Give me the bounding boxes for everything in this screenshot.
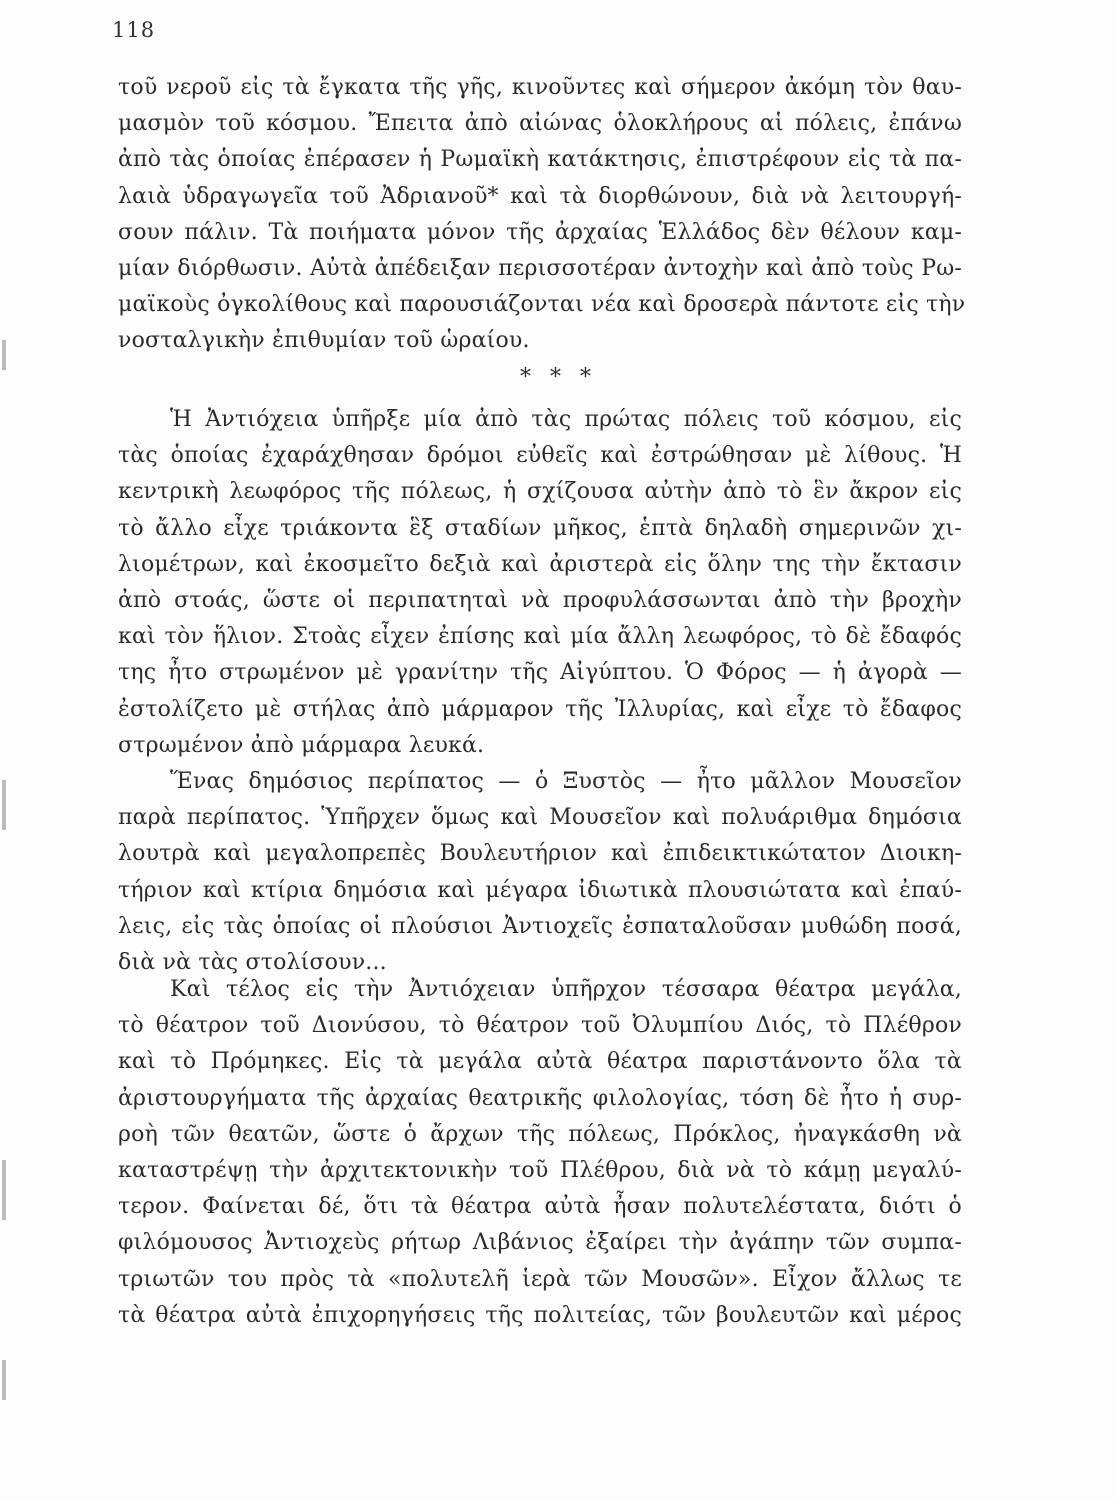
text-line: μαϊκοὺς ὀγκολίθους καὶ παρουσιάζονται νέα καὶ δροσερὰ πάντοτε εἰς τὴν bbox=[118, 292, 966, 318]
text-line: ροὴ τῶν θεατῶν, ὥστε ὁ ἄρχων τῆς πόλεως, Πρόκλος, ἠναγκάσθη νὰ bbox=[118, 1121, 962, 1147]
paragraph-2 bbox=[118, 402, 962, 764]
text-line: μασμὸν τοῦ κόσμου. Ἔπειτα ἀπὸ αἰώνας ὁλοκλήρους αἱ πόλεις, ἐπάνω bbox=[118, 111, 962, 137]
text-line: φιλόμουσος Ἀντιοχεὺς ρήτωρ Λιβάνιος ἐξαίρει τὴν ἀγάπην τῶν συμπα- bbox=[118, 1230, 962, 1256]
text-line: ἐστολίζετο μὲ στήλας ἀπὸ μάρμαρον τῆς Ἰλλυρίας, καὶ εἶχε τὸ ἔδαφος bbox=[118, 696, 962, 722]
text-line: ἀριστουργήματα τῆς ἀρχαίας θεατρικῆς φιλολογίας, τόση δὲ ἦτο ἡ συρ- bbox=[118, 1085, 962, 1111]
text-line: τὰ θέατρα αὐτὰ ἐπιχορηγήσεις τῆς πολιτείας, τῶν βουλευτῶν καὶ μέρος bbox=[118, 1302, 962, 1328]
scan-margin-mark bbox=[2, 1360, 6, 1400]
text-line: παρὰ περίπατος. Ὑπῆρχεν ὅμως καὶ Μουσεῖον καὶ πολυάριθμα δημόσια bbox=[118, 805, 962, 831]
text-line: λαιὰ ὑδραγωγεῖα τοῦ Ἀδριανοῦ* καὶ τὰ διορθώνουν, διὰ νὰ λειτουργή- bbox=[118, 183, 962, 209]
section-separator: * * * bbox=[520, 365, 597, 390]
text-line: της ἦτο στρωμένον μὲ γρανίτην τῆς Αἰγύπτου. Ὁ Φόρος — ἡ ἀγορὰ — bbox=[118, 660, 962, 686]
text-line: τοῦ νεροῦ εἰς τὰ ἔγκατα τῆς γῆς, κινοῦντες καὶ σήμερον ἀκόμη τὸν θαυ- bbox=[118, 75, 962, 100]
text-line: τὸ ἄλλο εἶχε τριάκοντα ἓξ σταδίων μῆκος, ἑπτὰ δηλαδὴ σημερινῶν χι- bbox=[118, 515, 962, 541]
page-number: 118 bbox=[112, 18, 156, 42]
text-line: σουν πάλιν. Τὰ ποιήματα μόνον τῆς ἀρχαίας Ἑλλάδος δὲν θέλουν καμ- bbox=[118, 219, 962, 245]
text-line: καταστρέψῃ τὴν ἀρχιτεκτονικὴν τοῦ Πλέθρου, διὰ νὰ τὸ κάμῃ μεγαλύ- bbox=[118, 1157, 962, 1183]
text-line: λεις, εἰς τὰς ὁποίας οἱ πλούσιοι Ἀντιοχεῖς ἐσπαταλοῦσαν μυθώδη ποσά, bbox=[118, 913, 962, 939]
scan-margin-mark bbox=[2, 1160, 6, 1220]
paragraph-4 bbox=[118, 972, 962, 1334]
text-line: στρωμένον ἀπὸ μάρμαρα λευκά. bbox=[118, 732, 485, 758]
text-line: καὶ τὸν ἥλιον. Στοὰς εἶχεν ἐπίσης καὶ μία ἄλλη λεωφόρος, τὸ δὲ ἔδαφός bbox=[118, 624, 962, 650]
text-line: νοσταλγικὴν ἐπιθυμίαν τοῦ ὡραίου. bbox=[118, 328, 530, 354]
text-line: τριωτῶν του πρὸς τὰ «πολυτελῆ ἱερὰ τῶν Μουσῶν». Εἶχον ἄλλως τε bbox=[118, 1266, 962, 1292]
text-line: Ἕνας δημόσιος περίπατος — ὁ Ξυστὸς — ἦτο μᾶλλον Μουσεῖον bbox=[170, 769, 962, 794]
scan-margin-mark bbox=[2, 340, 6, 370]
text-line: κεντρικὴ λεωφόρος τῆς πόλεως, ἡ σχίζουσα αὐτὴν ἀπὸ τὸ ἓν ἄκρον εἰς bbox=[118, 479, 962, 505]
text-line: τερον. Φαίνεται δέ, ὅτι τὰ θέατρα αὐτὰ ἦσαν πολυτελέστατα, διότι ὁ bbox=[118, 1194, 962, 1220]
paragraph-3 bbox=[118, 764, 962, 981]
text-line: λιομέτρων, καὶ ἐκοσμεῖτο δεξιὰ καὶ ἀριστερὰ εἰς ὅλην της τὴν ἔκτασιν bbox=[118, 551, 962, 577]
text-line: τήριον καὶ κτίρια δημόσια καὶ μέγαρα ἰδιωτικὰ πλουσιώτατα καὶ ἐπαύ- bbox=[118, 877, 962, 903]
text-line: τὰς ὁποίας ἐχαράχθησαν δρόμοι εὐθεῖς καὶ ἐστρώθησαν μὲ λίθους. Ἡ bbox=[118, 443, 962, 469]
text-line: Καὶ τέλος εἰς τὴν Ἀντιόχειαν ὑπῆρχον τέσσαρα θέατρα μεγάλα, bbox=[170, 977, 962, 1002]
text-line: ἀπὸ τὰς ὁποίας ἐπέρασεν ἡ Ρωμαϊκὴ κατάκτησις, ἐπιστρέφουν εἰς τὰ πα- bbox=[118, 147, 962, 173]
text-line: ἀπὸ στοάς, ὥστε οἱ περιπατηταὶ νὰ προφυλάσσωνται ἀπὸ τὴν βροχὴν bbox=[118, 587, 962, 613]
text-line: λουτρὰ καὶ μεγαλοπρεπὲς Βουλευτήριον καὶ ἐπιδεικτικώτατον Διοικη- bbox=[118, 841, 962, 867]
text-line: καὶ τὸ Πρόμηκες. Εἰς τὰ μεγάλα αὐτὰ θέατρα παριστάνοντο ὅλα τὰ bbox=[118, 1049, 962, 1075]
text-line: Ἡ Ἀντιόχεια ὑπῆρξε μία ἀπὸ τὰς πρώτας πόλεις τοῦ κόσμου, εἰς bbox=[170, 407, 962, 432]
paragraph-1 bbox=[118, 70, 966, 360]
text-line: τὸ θέατρον τοῦ Διονύσου, τὸ θέατρον τοῦ Ὀλυμπίου Διός, τὸ Πλέθρον bbox=[118, 1013, 962, 1039]
text-line: διὰ νὰ τὰς στολίσουν... bbox=[118, 949, 387, 975]
text-line: μίαν διόρθωσιν. Αὐτὰ ἀπέδειξαν περισσοτέραν ἀντοχὴν καὶ ἀπὸ τοὺς Ρω- bbox=[118, 255, 962, 281]
scan-margin-mark bbox=[2, 780, 6, 830]
